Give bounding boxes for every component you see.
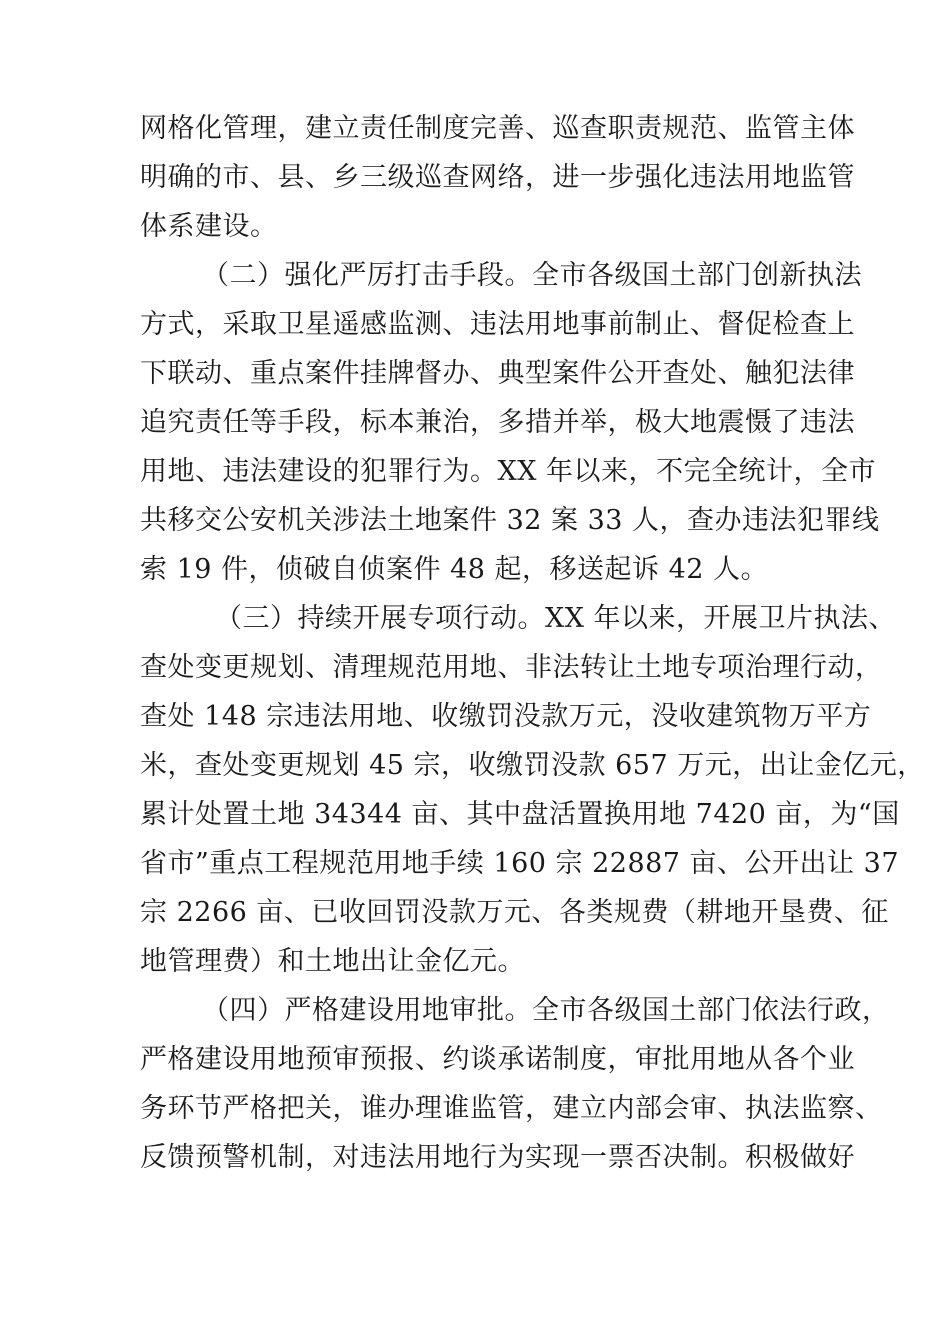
document-body xyxy=(140,104,925,1182)
section-heading-line: （四）严格建设用地审批。全市各级国土部门依法行政， xyxy=(202,995,890,1026)
paragraph-line: 省市”重点工程规范用地手续 160 宗 22887 亩、公开出让 37 xyxy=(140,848,899,879)
paragraph-line: 网格化管理，建立责任制度完善、巡查职责规范、监管主体 xyxy=(140,113,855,144)
paragraph-line: 索 19 件，侦破自侦案件 48 起，移送起诉 42 人。 xyxy=(140,554,769,585)
paragraph-line: 共移交公安机关涉法土地案件 32 案 33 人，查办违法犯罪线 xyxy=(140,505,880,536)
paragraph-line: 用地、违法建设的犯罪行为。XX 年以来，不完全统计，全市 xyxy=(140,456,877,487)
paragraph-line: 反馈预警机制，对违法用地行为实现一票否决制。积极做好 xyxy=(140,1142,855,1173)
paragraph-line: 明确的市、县、乡三级巡查网络，进一步强化违法用地监管 xyxy=(140,162,855,193)
paragraph-line: 查处变更规划、清理规范用地、非法转让土地专项治理行动， xyxy=(140,652,883,683)
paragraph-line: 体系建设。 xyxy=(140,211,278,242)
paragraph-line: 查处 148 宗违法用地、收缴罚没款万元，没收建筑物万平方 xyxy=(140,701,872,732)
paragraph-line: 累计处置土地 34344 亩、其中盘活置换用地 7420 亩，为“国 xyxy=(140,799,900,830)
paragraph-line: 务环节严格把关，谁办理谁监管，建立内部会审、执法监察、 xyxy=(140,1093,883,1124)
paragraph-line: 严格建设用地预审预报、约谈承诺制度，审批用地从各个业 xyxy=(140,1044,855,1075)
paragraph-line: 米，查处变更规划 45 宗，收缴罚没款 657 万元，出让金亿元， xyxy=(140,750,925,781)
paragraph-line: 方式，采取卫星遥感监测、违法用地事前制止、督促检查上 xyxy=(140,309,855,340)
paragraph-line: 追究责任等手段，标本兼治，多措并举，极大地震慑了违法 xyxy=(140,407,855,438)
paragraph-line: 宗 2266 亩、已收回罚没款万元、各类规费（耕地开垦费、征 xyxy=(140,897,889,928)
section-heading-line: （二）强化严厉打击手段。全市各级国土部门创新执法 xyxy=(202,260,862,291)
paragraph-line: 地管理费）和土地出让金亿元。 xyxy=(140,946,525,977)
paragraph-line: 下联动、重点案件挂牌督办、典型案件公开查处、触犯法律 xyxy=(140,358,855,389)
section-heading-line: （三）持续开展专项行动。XX 年以来，开展卫片执法、 xyxy=(215,603,897,634)
